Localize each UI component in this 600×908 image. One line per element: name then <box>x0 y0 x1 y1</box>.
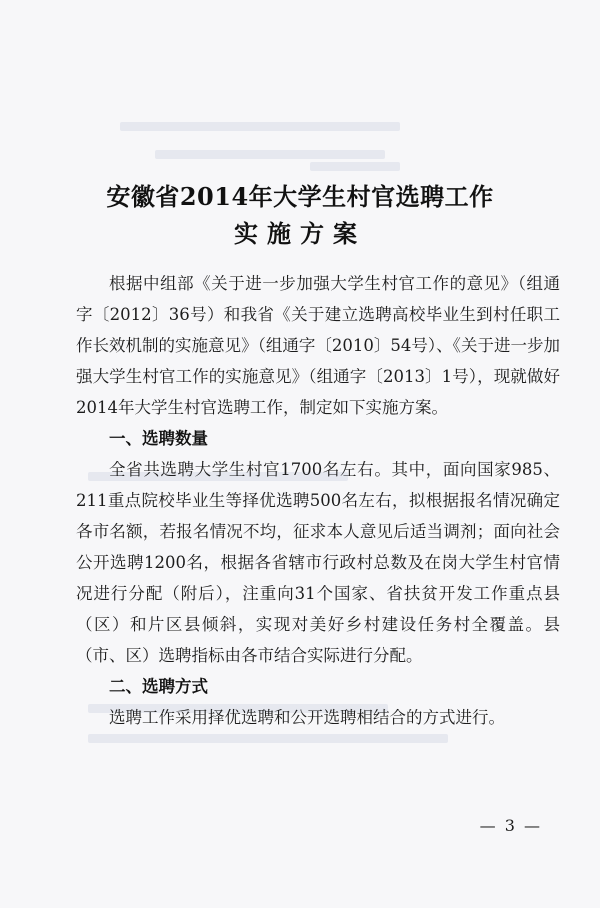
section-heading-quantity: 一、选聘数量 <box>109 429 208 448</box>
intro-paragraph: 根据中组部《关于进一步加强大学生村官工作的意见》（组通字〔2012〕36号）和我省《关于建立选聘高校毕业生到村任职工作长效机制的实施意见》（组通字〔2010〕54号）、《关于进一步加强大学生村官工作的实施意见》（组通字〔2013〕1号），现就做好2014年大学生村官选聘工作，制定如下实施方案。 <box>76 274 560 417</box>
document-title-line2: 实施方案 <box>234 219 366 248</box>
bleed-through-mark <box>310 162 400 171</box>
page-number: — 3 — <box>479 816 542 835</box>
section-paragraph-quantity: 全省共选聘大学生村官1700名左右。其中，面向国家985、211重点院校毕业生等择优选聘500名左右，拟根据报名情况确定各市名额，若报名情况不均，征求本人意见后适当调剂；面向社会公开选聘1200名，根据各省辖市行政村总数及在岗大学生村官情况进行分配（附后），注重向31个国家、省扶贫开发工作重点县（区）和片区县倾斜，实现对美好乡村建设任务村全覆盖。县（市、区）选聘指标由各市结合实际进行分配。 <box>76 460 560 665</box>
section-heading-method: 二、选聘方式 <box>109 677 208 696</box>
bleed-through-mark <box>120 122 400 131</box>
bleed-through-mark <box>88 734 448 743</box>
section-paragraph-method: 选聘工作采用择优选聘和公开选聘相结合的方式进行。 <box>109 708 505 727</box>
bleed-through-mark <box>155 150 385 159</box>
document-body <box>76 268 560 733</box>
document-title-line1: 安徽省2014年大学生村官选聘工作 <box>106 182 494 211</box>
